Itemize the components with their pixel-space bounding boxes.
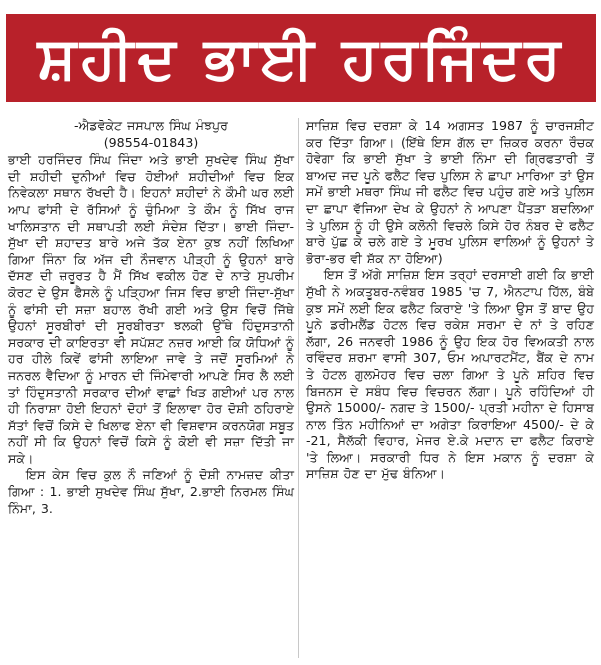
right-column <box>306 118 594 483</box>
author-phone: (98554-01843) <box>103 134 199 150</box>
headline-banner <box>0 0 601 113</box>
headline-title: ਸ਼ਹੀਦ ਭਾਈ ਹਰਜਿੰਦਰ <box>37 23 565 92</box>
left-column <box>8 118 294 517</box>
article-paragraph: ਸਾਜ਼ਿਸ਼ ਵਿਚ ਦਰਸ਼ਾ ਕੇ 14 ਅਗਸਤ 1987 ਨੂੰ ਚਾਰਜਸ਼ੀਟ ਕਰ ਦਿੱਤਾ ਗਿਆ। (ਇੱਥੇ ਇਸ ਗੱਲ ਦਾ ਜ਼ਿਕਰ ਕਰਨਾ ਰੌਚਕ ਹੋਵੇਗਾ ਕਿ ਭਾਈ ਸੁੱਖਾ ਤੇ ਭਾਈ ਨਿੰਮਾ ਦੀ ਗ੍ਰਿਫਤਾਰੀ ਤੋਂ ਬਾਅਦ ਜਦ ਪੂਨੇ ਫਲੈਟ ਵਿਚ ਪੁਲਿਸ ਨੇ ਛਾਪਾ ਮਾਰਿਆ ਤਾਂ ਉਸ ਸਮੇਂ ਭਾਈ ਮਥਰਾ ਸਿੰਘ ਜੀ ਫਲੈਟ ਵਿਚ ਪਹੁੰਚ ਗਏ ਅਤੇ ਪੁਲਿਸ ਦਾ ਛਾਪਾ ਵੱਜਿਆ ਦੇਖ ਕੇ ਉਹਨਾਂ ਨੇ ਆਪਣਾ ਪੈਂਤੜਾ ਬਦਲਿਆ ਤੇ ਪੁਲਿਸ ਨੂੰ ਹੀ ਉਸੇ ਕਲੋਨੀ ਵਿਚਲੇ ਕਿਸੇ ਹੋਰ ਨੰਬਰ ਦੇ ਫਲੈਟ ਬਾਰੇ ਪੁੱਛ ਕੇ ਚਲੇ ਗਏ ਤੇ ਮੂਰਖ ਪੁਲਿਸ ਵਾਲਿਆਂ ਨੂੰ ਉਹਨਾਂ ਤੇ ਭੋਰਾ-ਭਰ ਵੀ ਸ਼ੱਕ ਨਾ ਹੋਇਆ) <box>306 118 594 266</box>
article-paragraph: ਇਸ ਤੋਂ ਅੱਗੇ ਸਾਜ਼ਿਸ਼ ਇਸ ਤਰ੍ਹਾਂ ਦਰਸਾਈ ਗਈ ਕਿ ਭਾਈ ਸੁੱਖੀ ਨੇ ਅਕਤੂਬਰ-ਨਵੰਬਰ 1985 'ਚ 7, ਐਨਟਾਪ ਹਿੱਲ, ਬੰਬੇ ਕੁਝ ਸਮੇਂ ਲਈ ਇਕ ਫਲੈਟ ਕਿਰਾਏ 'ਤੇ ਲਿਆ ਉਸ ਤੋਂ ਬਾਦ ਉਹ ਪੂਨੇ ਡਰੀਮਲੈਂਡ ਹੋਟਲ ਵਿਚ ਰਕੇਸ਼ ਸਰਮਾ ਦੇ ਨਾਂ ਤੇ ਰਹਿਣ ਲੱਗਾ, 26 ਜਨਵਰੀ 1986 ਨੂੰ ਉਹ ਇਕ ਹੋਰ ਵਿਅਕਤੀ ਨਾਲ ਰਵਿੰਦਰ ਸ਼ਰਮਾ ਵਾਸੀ 307, ਓਮ ਅਪਾਰਟਮੈਂਟ, ਬੈਂਕ ਦੇ ਨਾਮ ਤੇ ਹੋਟਲ ਗੁਲਮੋਹਰ ਵਿਚ ਚਲਾ ਗਿਆ ਤੇ ਪੂਨੇ ਸ਼ਹਿਰ ਵਿਚ ਬਿਜਨਸ ਦੇ ਸਬੰਧ ਵਿਚ ਵਿਚਰਨ ਲੱਗਾ। ਪੂਨੇ ਰਹਿੰਦਿਆਂ ਹੀ ਉਸਨੇ 15000/- ਨਗਦ ਤੇ 1500/- ਪ੍ਰਤੀ ਮਹੀਨਾ ਦੇ ਹਿਸਾਬ ਨਾਲ ਤਿੰਨ ਮਹੀਨਿਆਂ ਦਾ ਅਗੇਤਾ ਕਿਰਾਇਆ 4500/- ਦੇ ਕੇ -21, ਸੈਲੱਕੀ ਵਿਹਾਰ, ਮੇਜਰ ਏ.ਕੇ ਮਦਾਨ ਦਾ ਫਲੈਟ ਕਿਰਾਏ 'ਤੇ ਲਿਆ। ਸਰਕਾਰੀ ਧਿਰ ਨੇ ਇਸ ਮਕਾਨ ਨੂੰ ਦਰਸ਼ਾ ਕੇ ਸਾਜ਼ਿਸ਼ ਹੋਣ ਦਾ ਮੁੱਢ ਬੰਨਿਆ। <box>306 267 594 482</box>
column-divider <box>298 118 299 658</box>
article-paragraph: ਭਾਈ ਹਰਜਿੰਦਰ ਸਿੰਘ ਜਿੰਦਾ ਅਤੇ ਭਾਈ ਸੁਖਦੇਵ ਸਿੰਘ ਸੁੱਖਾ ਦੀ ਸ਼ਹੀਦੀ ਦੁਨੀਆਂ ਵਿਚ ਹੋਈਆਂ ਸ਼ਹੀਦੀਆਂ ਵਿਚ ਇਕ ਨਿਵੇਕਲਾ ਸਥਾਨ ਰੱਖਦੀ ਹੈ। ਇਹਨਾਂ ਸ਼ਹੀਦਾਂ ਨੇ ਕੌਮੀ ਘਰ ਲਈ ਆਪ ਫਾਂਸੀ ਦੇ ਰੱਸਿਆਂ ਨੂੰ ਚੁੰਮਿਆ ਤੇ ਕੌਮ ਨੂੰ ਸਿੱਖ ਰਾਜ ਖਾਲਿਸਤਾਨ ਦੀ ਸਥਾਪਤੀ ਲਈ ਸੰਦੇਸ਼ ਦਿੱਤਾ। ਭਾਈ ਜਿੰਦਾ-ਸੁੱਖਾ ਦੀ ਸ਼ਹਾਦਤ ਬਾਰੇ ਅਜੇ ਤੱਕ ਏਨਾ ਕੁਝ ਨਹੀਂ ਲਿਖਿਆ ਗਿਆ ਜਿੰਨਾ ਕਿ ਅੱਜ ਦੀ ਨੌਜਵਾਨ ਪੀੜ੍ਹੀ ਨੂੰ ਉਹਨਾਂ ਬਾਰੇ ਦੱਸਣ ਦੀ ਜ਼ਰੂਰਤ ਹੈ ਮੈਂ ਸਿੱਖ ਵਕੀਲ ਹੋਣ ਦੇ ਨਾਤੇ ਸੁਪਰੀਮ ਕੋਰਟ ਦੇ ਉਸ ਫੈਸਲੇ ਨੂੰ ਪੜ੍ਹਿਆ ਜਿਸ ਵਿਚ ਭਾਈ ਜਿੰਦਾ-ਸੁੱਖਾ ਨੂੰ ਫਾਂਸੀ ਦੀ ਸਜ਼ਾ ਬਹਾਲ ਰੱਖੀ ਗਈ ਅਤੇ ਉਸ ਵਿਚੋਂ ਜਿੱਥੇ ਉਹਨਾਂ ਸੂਰਬੀਰਾਂ ਦੀ ਸੂਰਬੀਰਤਾ ਝਲਕੀ ਉੱਥੇ ਹਿੰਦੁਸਤਾਨੀ ਸਰਕਾਰ ਦੀ ਕਾਇਰਤਾ ਵੀ ਸਪੱਸ਼ਟ ਨਜ਼ਰ ਆਈ ਕਿ ਯੋਧਿਆਂ ਨੂੰ ਹਰ ਹੀਲੇ ਕਿਵੇਂ ਫਾਂਸੀ ਲਾਇਆ ਜਾਵੇ ਤੇ ਜਦੋਂ ਸੂਰਮਿਆਂ ਨੇ ਜਨਰਲ ਵੈਦਿਆ ਨੂੰ ਮਾਰਨ ਦੀ ਜਿੰਮੇਵਾਰੀ ਆਪਣੇ ਸਿਰ ਲੈ ਲਈ ਤਾਂ ਹਿੰਦੁਸਤਾਨੀ ਸਰਕਾਰ ਦੀਆਂ ਵਾਛਾਂ ਖਿੜ ਗਈਆਂ ਪਰ ਨਾਲ ਹੀ ਨਿਰਾਸ਼ਾ ਹੋਈ ਇਹਨਾਂ ਦੋਹਾਂ ਤੋਂ ਇਲਾਵਾ ਹੋਰ ਦੋਸ਼ੀ ਠਹਿਰਾਏ ਸੱਤਾਂ ਵਿਚੋਂ ਕਿਸੇ ਦੇ ਖਿਲਾਫ ਏਨਾ ਵੀ ਵਿਸ਼ਵਾਸ ਕਰਨਯੋਗ ਸਬੂਤ ਨਹੀਂ ਸੀ ਕਿ ਉਹਨਾਂ ਵਿਚੋਂ ਕਿਸੇ ਨੂੰ ਕੋਈ ਵੀ ਸਜ਼ਾ ਦਿੱਤੀ ਜਾ ਸਕੇ। <box>8 152 294 466</box>
byline: -ਐਡਵੋਕੇਟ ਜਸਪਾਲ ਸਿੰਘ ਮੰਝਪੁਰ <box>74 118 228 133</box>
article-paragraph: ਇਸ ਕੇਸ ਵਿਚ ਕੁਲ ਨੌ ਜਣਿਆਂ ਨੂੰ ਦੋਸ਼ੀ ਨਾਮਜ਼ਦ ਕੀਤਾ ਗਿਆ : 1. ਭਾਈ ਸੁਖਦੇਵ ਸਿੰਘ ਸੁੱਖਾ, 2.ਭਾਈ ਨਿਰਮਲ ਸਿੰਘ ਨਿੰਮਾ, 3. <box>8 467 294 516</box>
